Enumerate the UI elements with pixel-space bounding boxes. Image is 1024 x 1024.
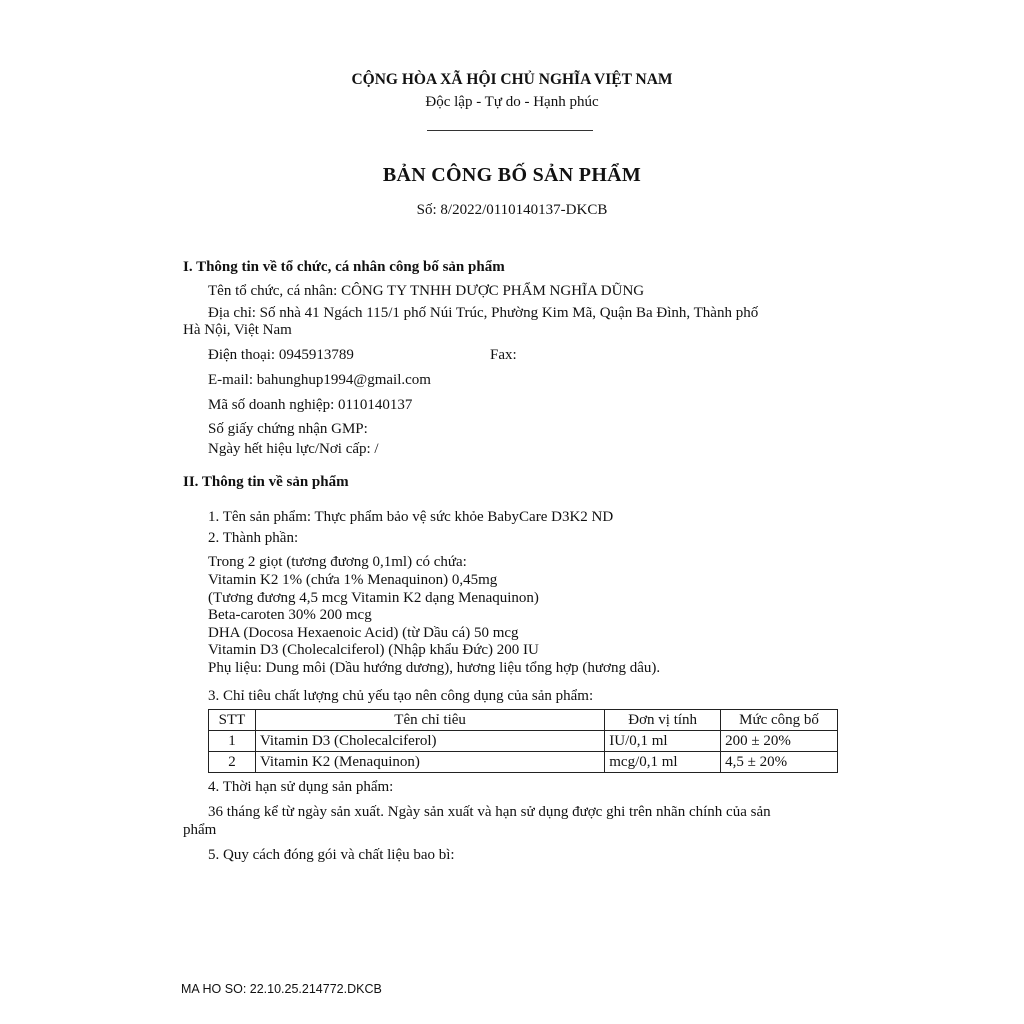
- email: E-mail: bahunghup1994@gmail.com: [208, 372, 431, 388]
- product-name: 1. Tên sản phẩm: Thực phẩm bảo vệ sức khỏe BabyCare D3K2 ND: [208, 509, 614, 525]
- table-header: Tên chỉ tiêu: [255, 710, 604, 731]
- ingredient-line: Beta-caroten 30% 200 mcg: [208, 607, 372, 623]
- ingredient-line: Trong 2 giọt (tương đương 0,1ml) có chứa:: [208, 554, 467, 570]
- table-cell: Vitamin D3 (Cholecalciferol): [255, 731, 604, 752]
- header-divider: [427, 130, 593, 131]
- document-number: Số: 8/2022/0110140137-DKCB: [416, 202, 608, 218]
- fax: Fax:: [490, 347, 517, 363]
- ingredient-line: (Tương đương 4,5 mcg Vitamin K2 dạng Menaquinon): [208, 590, 539, 606]
- nation-title: CỘNG HÒA XÃ HỘI CHỦ NGHĨA VIỆT NAM: [351, 71, 673, 88]
- phone: Điện thoại: 0945913789: [208, 347, 354, 363]
- table-row: [209, 752, 838, 773]
- table-cell: 4,5 ± 20%: [721, 752, 838, 773]
- section2-heading: II. Thông tin về sản phẩm: [183, 474, 349, 490]
- ingredient-line: DHA (Docosa Hexaenoic Acid) (từ Dầu cá) 50 mcg: [208, 625, 519, 641]
- document-title: BẢN CÔNG BỐ SẢN PHẨM: [382, 164, 642, 186]
- ingredient-line: Vitamin K2 1% (chứa 1% Menaquinon) 0,45mg: [208, 572, 498, 588]
- shelf-life-line-2: phẩm: [183, 822, 217, 838]
- table-header: Mức công bố: [721, 710, 838, 731]
- table-cell: Vitamin K2 (Menaquinon): [255, 752, 604, 773]
- expiry-issuer: Ngày hết hiệu lực/Nơi cấp: /: [208, 441, 379, 457]
- table-cell: 200 ± 20%: [721, 731, 838, 752]
- table-cell: mcg/0,1 ml: [605, 752, 721, 773]
- shelf-life-line-1: 36 tháng kể từ ngày sản xuất. Ngày sản xuất và hạn sử dụng được ghi trên nhãn chính của sản: [208, 804, 771, 820]
- section1-heading: I. Thông tin về tổ chức, cá nhân công bố sản phẩm: [183, 259, 505, 275]
- address-line-2: Hà Nội, Việt Nam: [183, 322, 292, 338]
- table-cell: IU/0,1 ml: [605, 731, 721, 752]
- table-header: Đơn vị tính: [605, 710, 721, 731]
- quality-label: 3. Chỉ tiêu chất lượng chủ yếu tạo nên công dụng của sản phẩm:: [208, 688, 594, 704]
- quality-table: [208, 709, 838, 773]
- table-cell: 2: [209, 752, 256, 773]
- packing-label: 5. Quy cách đóng gói và chất liệu bao bì:: [208, 847, 455, 863]
- file-code: MA HO SO: 22.10.25.214772.DKCB: [181, 982, 382, 996]
- ingredient-line: Phụ liệu: Dung môi (Dầu hướng dương), hương liệu tổng hợp (hương dâu).: [208, 660, 661, 676]
- ingredients-label: 2. Thành phần:: [208, 530, 299, 546]
- ingredient-line: Vitamin D3 (Cholecalciferol) (Nhập khẩu Đức) 200 IU: [208, 642, 539, 658]
- org-name: Tên tổ chức, cá nhân: CÔNG TY TNHH DƯỢC PHẨM NGHĨA DŨNG: [208, 283, 645, 299]
- table-header: STT: [209, 710, 256, 731]
- table-row: [209, 731, 838, 752]
- table-cell: 1: [209, 731, 256, 752]
- shelf-life-label: 4. Thời hạn sử dụng sản phẩm:: [208, 779, 394, 795]
- gmp-certificate: Số giấy chứng nhận GMP:: [208, 421, 368, 437]
- motto: Độc lập - Tự do - Hạnh phúc: [425, 94, 599, 110]
- address-line-1: Địa chỉ: Số nhà 41 Ngách 115/1 phố Núi Trúc, Phường Kim Mã, Quận Ba Đình, Thành phố: [208, 305, 759, 321]
- table-header-row: [209, 710, 838, 731]
- tax-code: Mã số doanh nghiệp: 0110140137: [208, 397, 413, 413]
